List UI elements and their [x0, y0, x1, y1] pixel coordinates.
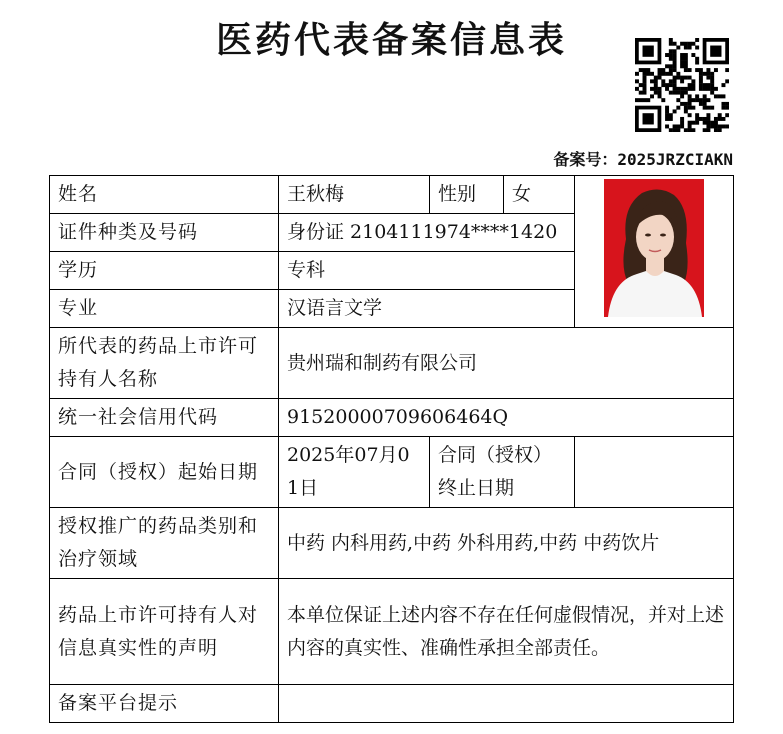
name-value: 王秋梅	[279, 176, 430, 214]
record-number: 备案号：2025JRZCIAKN	[553, 150, 733, 169]
row-contract	[50, 437, 734, 508]
statement-value: 本单位保证上述内容不存在任何虚假情况，并对上述内容的真实性、准确性承担全部责任。	[279, 579, 734, 685]
gender-label: 性别	[430, 176, 504, 214]
page-title: 医药代表备案信息表	[215, 20, 567, 61]
statement-label: 药品上市许可持有人对信息真实性的声明	[50, 579, 279, 685]
platform-label: 备案平台提示	[50, 685, 279, 723]
row-name	[50, 176, 734, 214]
qr-code-icon	[635, 38, 729, 132]
id-label: 证件种类及号码	[50, 214, 279, 252]
major-label: 专业	[50, 290, 279, 328]
scope-value: 中药 内科用药,中药 外科用药,中药 中药饮片	[279, 508, 734, 579]
platform-value	[279, 685, 734, 723]
scope-label: 授权推广的药品类别和治疗领域	[50, 508, 279, 579]
gender-value: 女	[504, 176, 575, 214]
row-credit	[50, 399, 734, 437]
major-value: 汉语言文学	[279, 290, 575, 328]
id-value: 身份证 2104111974****1420	[279, 214, 575, 252]
portrait-photo	[604, 179, 704, 317]
start-label: 合同（授权）起始日期	[50, 437, 279, 508]
holder-value: 贵州瑞和制药有限公司	[279, 328, 734, 399]
row-statement	[50, 579, 734, 685]
holder-label: 所代表的药品上市许可持有人名称	[50, 328, 279, 399]
credit-label: 统一社会信用代码	[50, 399, 279, 437]
end-label: 合同（授权）终止日期	[430, 437, 575, 508]
education-label: 学历	[50, 252, 279, 290]
row-holder	[50, 328, 734, 399]
education-value: 专科	[279, 252, 575, 290]
photo-cell	[575, 176, 734, 328]
start-value: 2025年07月01日	[279, 437, 430, 508]
credit-value: 91520000709606464Q	[279, 399, 734, 437]
row-platform	[50, 685, 734, 723]
row-scope	[50, 508, 734, 579]
name-label: 姓名	[50, 176, 279, 214]
end-value	[575, 437, 734, 508]
info-table	[49, 175, 734, 723]
